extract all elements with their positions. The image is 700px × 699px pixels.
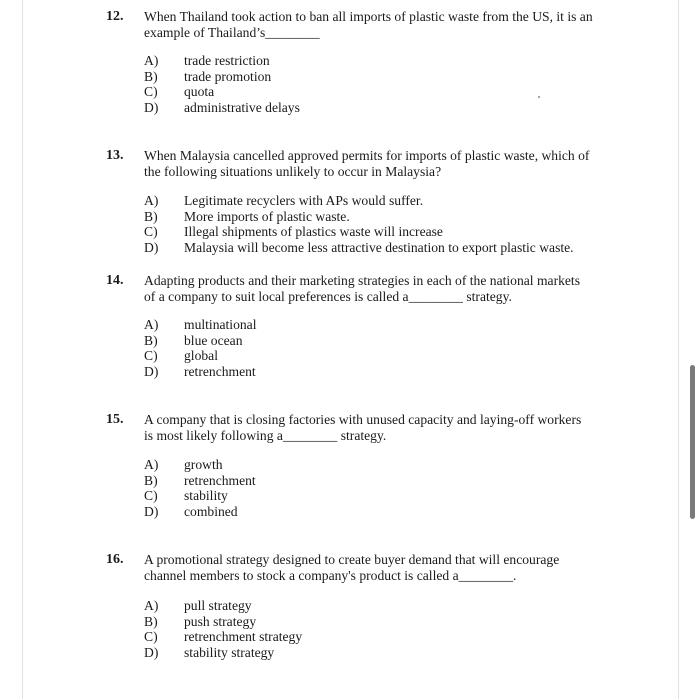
question-text-line: channel members to stock a company's product is called a________. xyxy=(144,568,517,583)
question-text-line: of a company to suit local preferences is called a________ strategy. xyxy=(144,289,512,304)
option-text: combined xyxy=(184,503,238,519)
option-label: D) xyxy=(144,363,159,379)
option-d xyxy=(144,504,564,520)
option-label: B) xyxy=(144,68,158,84)
option-a xyxy=(144,457,564,473)
option-text: Malaysia will become less attractive destination to export plastic waste. xyxy=(184,239,574,255)
option-text: multinational xyxy=(184,317,257,332)
question-text xyxy=(144,412,596,444)
question-number: 15. xyxy=(106,412,124,427)
option-text: retrenchment xyxy=(184,472,256,488)
option-d xyxy=(144,364,564,380)
option-a xyxy=(144,598,564,614)
option-text: growth xyxy=(184,457,223,472)
left-frame-edge xyxy=(22,0,23,699)
option-b xyxy=(144,333,564,349)
question-number: 16. xyxy=(106,552,124,567)
option-d xyxy=(144,100,564,116)
option-label: C) xyxy=(144,224,158,239)
option-label: A) xyxy=(144,317,159,332)
option-b xyxy=(144,69,564,85)
option-c xyxy=(144,84,564,100)
question-text-line: A company that is closing factories with unused capacity and laying-off workers xyxy=(144,412,582,427)
option-text: Legitimate recyclers with APs would suffer. xyxy=(184,193,424,208)
option-text: trade promotion xyxy=(184,68,272,84)
scrollbar-thumb[interactable] xyxy=(690,365,695,519)
option-text: pull strategy xyxy=(184,598,252,613)
option-text: global xyxy=(184,348,218,363)
question-number: 14. xyxy=(106,273,124,288)
option-label: B) xyxy=(144,613,158,629)
option-label: C) xyxy=(144,629,158,644)
question-text-line: When Malaysia cancelled approved permits for imports of plastic waste, which of xyxy=(144,148,590,163)
option-b xyxy=(144,209,564,225)
question-number: 12. xyxy=(106,9,124,24)
option-d xyxy=(144,645,564,661)
option-label: D) xyxy=(144,99,159,115)
option-c xyxy=(144,488,564,504)
option-c xyxy=(144,224,564,240)
question-text xyxy=(144,9,596,41)
option-text: retrenchment strategy xyxy=(184,629,303,644)
option-text: retrenchment xyxy=(184,363,256,379)
option-a xyxy=(144,193,564,209)
option-label: D) xyxy=(144,503,159,519)
option-a xyxy=(144,53,564,69)
question-text-line: example of Thailand’s________ xyxy=(144,25,320,40)
option-d xyxy=(144,239,574,256)
option-c xyxy=(144,348,564,364)
stray-mark xyxy=(538,96,540,98)
option-text: stability xyxy=(184,488,228,503)
question-text-line: is most likely following a________ strategy. xyxy=(144,428,387,443)
question-text-line: When Thailand took action to ban all imports of plastic waste from the US, it is an xyxy=(144,9,593,24)
option-text: push strategy xyxy=(184,613,257,629)
question-text-line: A promotional strategy designed to create buyer demand that will encourage xyxy=(144,552,560,567)
option-label: C) xyxy=(144,84,158,99)
option-label: A) xyxy=(144,457,159,472)
option-b xyxy=(144,473,564,489)
option-label: A) xyxy=(144,53,159,68)
option-label: A) xyxy=(144,193,159,208)
option-label: A) xyxy=(144,598,159,613)
option-text: administrative delays xyxy=(184,99,300,115)
option-text: trade restriction xyxy=(184,53,270,68)
question-number: 13. xyxy=(106,148,124,163)
option-text: stability strategy xyxy=(184,644,275,660)
option-label: B) xyxy=(144,472,158,488)
question-text xyxy=(144,552,596,584)
option-text: quota xyxy=(184,84,215,99)
option-text: blue ocean xyxy=(184,332,243,348)
option-text: Illegal shipments of plastics waste will increase xyxy=(184,224,443,239)
option-label: D) xyxy=(144,644,159,660)
option-text: More imports of plastic waste. xyxy=(184,208,350,224)
option-label: D) xyxy=(144,239,159,255)
right-frame-edge xyxy=(678,0,679,699)
option-label: B) xyxy=(144,332,158,348)
question-text-line: the following situations unlikely to occur in Malaysia? xyxy=(144,164,442,179)
option-a xyxy=(144,317,564,333)
question-text xyxy=(144,148,596,180)
option-label: C) xyxy=(144,348,158,363)
question-text xyxy=(144,273,596,305)
option-label: C) xyxy=(144,488,158,503)
option-c xyxy=(144,629,564,645)
question-text-line: Adapting products and their marketing strategies in each of the national markets xyxy=(144,273,580,288)
option-label: B) xyxy=(144,208,158,224)
option-b xyxy=(144,614,564,630)
